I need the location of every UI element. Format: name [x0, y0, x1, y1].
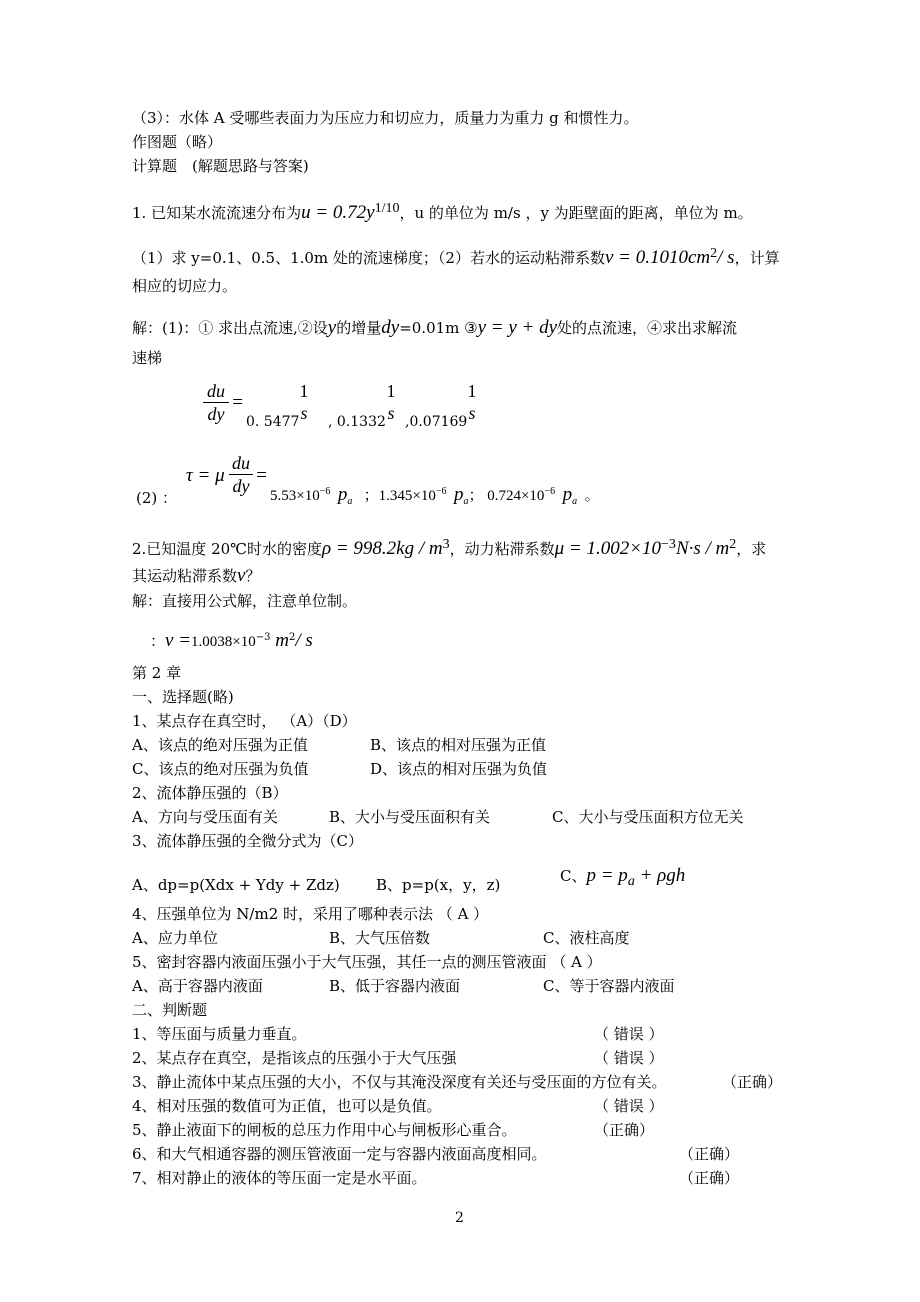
fraction-1-over-s — [465, 380, 479, 424]
formula-exponent: 2 — [710, 246, 718, 261]
equals-sign: = — [255, 465, 268, 486]
text-line: 相应的切应力。 — [132, 277, 238, 295]
exponent: −6 — [435, 486, 447, 497]
judgement-item: 1、等压面与质量力垂直。 — [132, 1025, 307, 1043]
exponent: −6 — [544, 486, 556, 497]
option: B、该点的相对压强为正值 — [370, 736, 547, 754]
gradient-value: , 0.1332 — [328, 414, 386, 430]
option: C、液柱高度 — [543, 929, 630, 947]
question-1-part — [132, 244, 780, 268]
question-2 — [132, 535, 766, 559]
text-line: 解：直接用公式解，注意单位制。 — [132, 592, 358, 610]
formula: p — [453, 484, 464, 505]
tau-values — [270, 484, 600, 507]
judgement-item: 6、和大气相通容器的测压管液面一定与容器内液面高度相同。 — [132, 1145, 547, 1163]
numerator: 1 — [386, 381, 396, 401]
formula: / s — [295, 630, 313, 651]
text-span: ，u 的单位为 m/s ，y 为距壁面的距离，单位为 m。 — [399, 204, 753, 222]
denominator: dy — [207, 404, 225, 424]
fraction-1-over-s — [297, 380, 311, 424]
exponent: −6 — [319, 486, 331, 497]
formula: τ = μ — [186, 465, 225, 486]
text-span: ，计算 — [734, 249, 780, 267]
solution-2-answer — [150, 628, 313, 652]
formula-exponent: −3 — [661, 537, 676, 552]
judgement-answer: （ 错误 ） — [594, 1049, 664, 1067]
option: A、方向与受压面有关 — [132, 808, 278, 826]
question-1 — [132, 199, 753, 223]
fraction-du-dy — [203, 380, 229, 425]
text-span: ； 0.724×10 — [468, 488, 545, 504]
judgement-answer: （ 错误 ） — [594, 1025, 664, 1043]
judgement-answer: （ 错误 ） — [594, 1097, 664, 1115]
judgement-item: 2、某点存在真空，是指该点的压强小于大气压强 — [132, 1049, 457, 1067]
judgement-answer: （正确） — [679, 1145, 740, 1163]
formula: N·s / m — [675, 538, 730, 559]
exponent: −3 — [255, 632, 271, 643]
judgement-item: 4、相对压强的数值可为正值，也可以是负值。 — [132, 1097, 442, 1115]
formula: m — [275, 630, 290, 651]
question: 5、密封容器内液面压强小于大气压强，其任一点的测压管液面 （ A ） — [132, 953, 602, 971]
denominator: dy — [232, 476, 250, 496]
fraction-du-dy — [229, 452, 253, 497]
formula: ρ = 998.2kg / m — [321, 538, 443, 559]
formula-exponent: 1/10 — [374, 201, 400, 216]
option-formula — [560, 866, 685, 892]
numerator: du — [203, 380, 229, 403]
numerator: du — [229, 452, 253, 475]
formula: ν = 0.1010cm — [604, 247, 711, 268]
judgement-item: 3、静止流体中某点压强的大小，不仅与其淹没深度有关还与受压面的方位有关。 — [132, 1073, 667, 1091]
formula: p — [337, 484, 348, 505]
formula: p = p — [586, 865, 628, 886]
option: B、低于容器内液面 — [329, 977, 461, 995]
numerator: 1 — [299, 381, 309, 401]
text-span: ？ — [245, 567, 261, 585]
text-span: C、 — [560, 867, 587, 885]
option: A、dp=p(Xdx + Ydy + Zdz) — [132, 876, 340, 894]
judgement-answer: （正确） — [679, 1169, 740, 1187]
page-number: 2 — [455, 1210, 464, 1226]
judgement-item: 7、相对静止的液体的等压面一定是水平面。 — [132, 1169, 427, 1187]
formula: y — [327, 317, 337, 338]
text-span: ，求 — [736, 540, 767, 558]
subscript: a — [347, 496, 353, 507]
text-span: 2.已知温度 20℃时水的密度 — [132, 540, 322, 558]
option: B、p=p(x，y，z) — [376, 876, 501, 894]
question: 4、压强单位为 N/m2 时，采用了哪种表示法 （ A ） — [132, 905, 489, 923]
solution-1 — [132, 318, 737, 338]
text-span: 其运动粘滞系数 — [132, 567, 238, 585]
subscript: a — [463, 496, 469, 507]
text-span: 。 — [584, 488, 600, 504]
formula-exponent: 2 — [729, 537, 737, 552]
option: D、该点的相对压强为负值 — [370, 760, 548, 778]
formula: u = 0.72y — [301, 202, 375, 223]
question: 3、流体静压强的全微分式为（C） — [132, 832, 364, 850]
numerator: 1 — [467, 381, 477, 401]
text-span: (2) ： — [136, 489, 178, 507]
gradient-value: 0. 5477 — [246, 414, 300, 430]
formula-exponent: 3 — [442, 537, 450, 552]
formula: ν — [237, 565, 246, 586]
section-heading: 一、选择题(略) — [132, 688, 234, 706]
formula: p — [562, 484, 573, 505]
equals-sign: = — [231, 392, 244, 413]
denominator: s — [387, 403, 395, 423]
text-line: （3）：水体 A 受哪些表面力为压应力和切应力，质量力为重力 g 和惯性力。 — [132, 109, 639, 127]
fraction-1-over-s — [384, 380, 398, 424]
option: A、高于容器内液面 — [132, 977, 263, 995]
formula: ν = — [165, 630, 192, 651]
formula: / s — [717, 247, 735, 268]
formula: μ = 1.002×10 — [554, 538, 662, 559]
text-span: ；1.345×10 — [363, 488, 436, 504]
option: C、该点的绝对压强为负值 — [132, 760, 309, 778]
exponent: 2 — [289, 632, 296, 643]
question: 1、某点存在真空时， （A）（D） — [132, 712, 357, 730]
formula: + ρgh — [634, 865, 686, 886]
option: B、大气压倍数 — [329, 929, 431, 947]
text-line: 速梯 — [132, 349, 163, 367]
option: A、该点的绝对压强为正值 — [132, 736, 308, 754]
question-2-cont — [132, 566, 260, 586]
text-span: 1. 已知某水流流速分布为 — [132, 204, 302, 222]
judgement-answer: （正确） — [722, 1073, 783, 1091]
option: A、应力单位 — [132, 929, 218, 947]
judgement-answer: （正确） — [594, 1121, 655, 1139]
denominator: s — [468, 403, 476, 423]
option: C、等于容器内液面 — [543, 977, 675, 995]
formula: dy — [381, 317, 400, 338]
text-span: 处的点流速，④求出求解流 — [557, 319, 738, 337]
text-span: （1）求 y=0.1、0.5、1.0m 处的流速梯度；（2）若水的运动粘滞系数 — [132, 249, 605, 267]
subscript: a — [627, 874, 635, 889]
text-span: 解：(1)：① 求出点流速,②设 — [132, 319, 328, 337]
text-span: ： — [150, 632, 166, 650]
text-span: 的增量 — [336, 319, 382, 337]
text-span: 5.53×10 — [270, 488, 320, 504]
question: 2、流体静压强的（B） — [132, 784, 288, 802]
denominator: s — [300, 403, 308, 423]
subscript: a — [572, 496, 578, 507]
option: C、大小与受压面积方位无关 — [552, 808, 744, 826]
text-line: 计算题 (解题思路与答案) — [132, 157, 309, 175]
judgement-item: 5、静止液面下的闸板的总压力作用中心与闸板形心重合。 — [132, 1121, 517, 1139]
option: B、大小与受压面积有关 — [329, 808, 491, 826]
text-span: ，动力粘滞系数 — [449, 540, 555, 558]
text-span: =0.01m ③ — [399, 319, 478, 337]
text-span: 1.0038×10 — [191, 634, 256, 650]
section-heading: 二、判断题 — [132, 1001, 208, 1019]
text-line: 作图题（略） — [132, 133, 223, 151]
gradient-value: ,0.07169 — [405, 414, 468, 430]
formula: y = y + dy — [477, 317, 558, 338]
chapter-heading: 第 2 章 — [132, 664, 182, 682]
